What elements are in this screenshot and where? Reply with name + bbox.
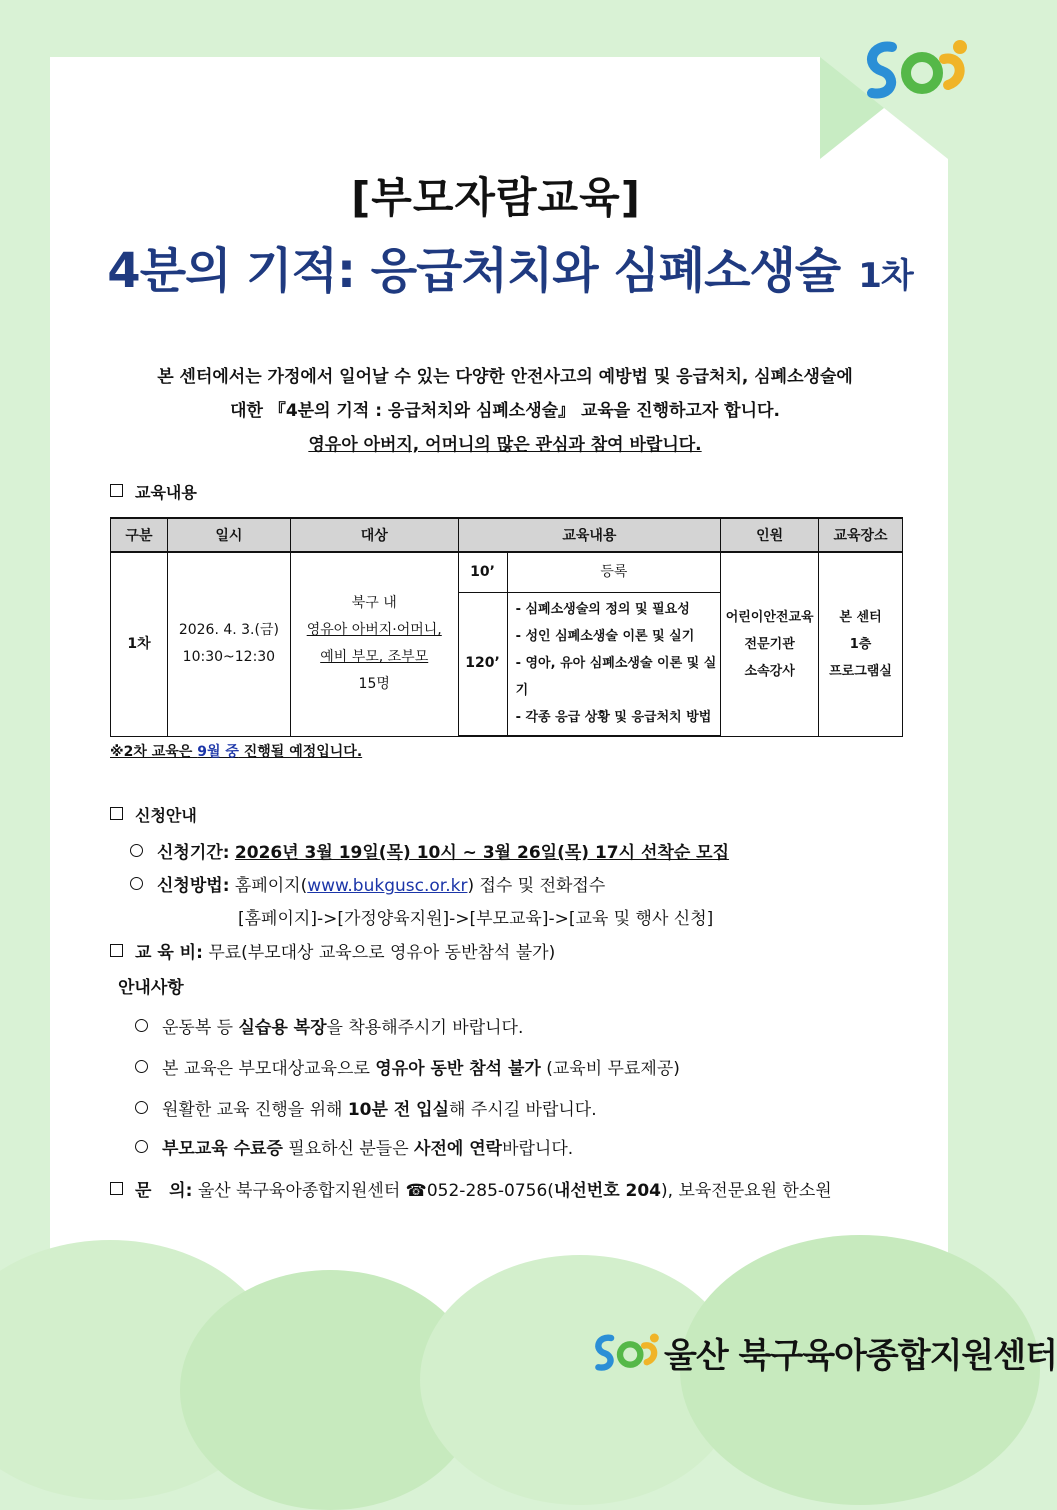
- contact-label: 문 의:: [135, 1181, 193, 1201]
- staff-cell: [721, 552, 819, 736]
- guide-item: [135, 1013, 523, 1038]
- table-header-row: [111, 518, 903, 552]
- guide-text: 원활한 교육 진행을 위해: [162, 1100, 348, 1120]
- place-cell: [819, 552, 903, 736]
- duration-cell: 10’: [458, 552, 507, 592]
- guide-text: (교육비 무료제공): [540, 1059, 680, 1079]
- guide-text: 해 주시길 바랍니다.: [449, 1100, 597, 1120]
- column-header: 대상: [290, 518, 458, 552]
- intro-line: 대한 『4분의 기적 : 응급처치와 심폐소생술』 교육을 진행하고자 합니다.: [230, 401, 780, 421]
- place-line: 프로그램실: [829, 663, 892, 679]
- column-header: 구분: [111, 518, 168, 552]
- center-logo-icon: [592, 1322, 662, 1382]
- guide-text: 필요하신 분들은: [282, 1139, 415, 1159]
- column-header: 일시: [167, 518, 290, 552]
- intro-paragraph: [100, 360, 910, 462]
- title-round: 1차: [858, 256, 913, 296]
- guide-item: [135, 1054, 680, 1079]
- place-line: 1층: [849, 636, 872, 652]
- curriculum-item: - 심폐소생술의 정의 및 필요성: [515, 602, 690, 618]
- checkbox-square-icon: [110, 1182, 123, 1195]
- fee-value: 무료(부모대상 교육으로 영유아 동반참석 불가): [208, 943, 556, 963]
- fee-label: 교 육 비:: [135, 943, 203, 963]
- guide-emphasis: 영유아 동반 참석 불가: [375, 1059, 541, 1079]
- intro-line: 영유아 아버지, 어머니의 많은 관심과 참여 바랍니다.: [308, 435, 702, 455]
- method-label: 신청방법:: [157, 876, 230, 896]
- center-name: 울산 북구육아종합지원센터: [664, 1336, 1057, 1376]
- education-fee: [110, 938, 555, 963]
- section-education-content: [110, 480, 197, 503]
- curriculum-item: - 성인 심폐소생술 이론 및 실기: [515, 629, 695, 645]
- staff-line: 소속강사: [744, 663, 795, 679]
- guide-heading: 안내사항: [118, 978, 184, 998]
- section-label: 신청안내: [135, 806, 197, 825]
- column-header: 인원: [721, 518, 819, 552]
- guide-emphasis: 사전에 연락: [414, 1139, 503, 1159]
- application-method: [130, 871, 605, 896]
- section-application: [110, 803, 197, 826]
- target-line: 15명: [358, 676, 390, 693]
- page-title: [0, 232, 1020, 301]
- circle-bullet-icon: [135, 1140, 148, 1153]
- curriculum-cell: [507, 592, 721, 736]
- time-text: 10:30~12:30: [182, 649, 276, 666]
- guide-text: 운동복 등: [162, 1018, 239, 1038]
- second-round-note: [110, 741, 362, 761]
- table-row: [111, 552, 903, 592]
- guide-text: 바랍니다.: [502, 1139, 574, 1159]
- checkbox-square-icon: [110, 944, 123, 957]
- staff-line: 전문기관: [744, 636, 795, 652]
- guide-item: [135, 1134, 573, 1159]
- note-highlight: 9월 중: [197, 744, 239, 760]
- guide-text: 본 교육은 부모대상교육으로: [162, 1059, 376, 1079]
- homepage-link[interactable]: www.bukgusc.or.kr: [307, 876, 468, 896]
- checkbox-square-icon: [110, 484, 123, 497]
- guide-item: [135, 1095, 597, 1120]
- circle-bullet-icon: [135, 1101, 148, 1114]
- guide-emphasis: 부모교육 수료증: [162, 1139, 283, 1159]
- contact-text: 울산 북구육아종합지원센터 ☎052-285-0756(: [197, 1181, 554, 1201]
- column-header: 교육내용: [458, 518, 721, 552]
- footer-logo: [592, 1322, 1057, 1382]
- guide-text: 을 착용해주시기 바랍니다.: [326, 1018, 524, 1038]
- period-label: 신청기간:: [157, 843, 230, 863]
- target-line: 북구 내: [351, 595, 397, 612]
- section-label: 교육내용: [135, 483, 197, 502]
- note-text: 진행될 예정입니다.: [238, 744, 363, 760]
- datetime-cell: [167, 552, 290, 736]
- target-line: 영유아 아버지·어머니,: [306, 622, 442, 639]
- place-line: 본 센터: [839, 609, 882, 625]
- circle-bullet-icon: [130, 877, 143, 890]
- circle-bullet-icon: [135, 1060, 148, 1073]
- application-path: [홈페이지]->[가정양육지원]->[부모교육]->[교육 및 행사 신청]: [238, 909, 714, 929]
- curriculum-item: - 각종 응급 상황 및 응급처치 방법: [515, 710, 712, 726]
- method-text: 홈페이지(: [234, 876, 308, 896]
- education-table: [110, 517, 903, 737]
- checkbox-square-icon: [110, 807, 123, 820]
- circle-bullet-icon: [135, 1019, 148, 1032]
- note-text: ※2차 교육은: [110, 744, 198, 760]
- date-text: 2026. 4. 3.(금): [178, 622, 279, 639]
- target-line: 예비 부모, 조부모: [320, 649, 429, 666]
- guide-emphasis: 10분 전 입실: [347, 1100, 450, 1120]
- center-logo-icon: [862, 35, 972, 103]
- curriculum-item: - 영아, 유아 심폐소생술 이론 및 실기: [515, 656, 717, 699]
- column-header: 교육장소: [819, 518, 903, 552]
- target-cell: [290, 552, 458, 736]
- circle-bullet-icon: [130, 844, 143, 857]
- contact-extension: 내선번호 204: [553, 1181, 662, 1201]
- title-text: 4분의 기적: 응급처치와 심폐소생술: [107, 243, 841, 299]
- intro-line: 본 센터에서는 가정에서 일어날 수 있는 다양한 안전사고의 예방법 및 응급처치, 심폐소생술에: [157, 367, 853, 387]
- contact-text: ), 보육전문요원 한소원: [661, 1181, 832, 1201]
- duration-cell: 120’: [458, 592, 507, 736]
- staff-line: 어린이안전교육: [725, 609, 814, 625]
- guide-emphasis: 실습용 복장: [238, 1018, 327, 1038]
- registration-cell: 등록: [507, 552, 721, 592]
- application-period: [130, 838, 729, 863]
- period-value: 2026년 3월 19일(목) 10시 ~ 3월 26일(목) 17시 선착순 모집: [234, 843, 730, 863]
- round-cell: 1차: [111, 552, 168, 736]
- method-text: ) 접수 및 전화접수: [467, 876, 606, 896]
- contact-line: [110, 1176, 832, 1201]
- program-heading: [부모자람교육]: [351, 173, 641, 222]
